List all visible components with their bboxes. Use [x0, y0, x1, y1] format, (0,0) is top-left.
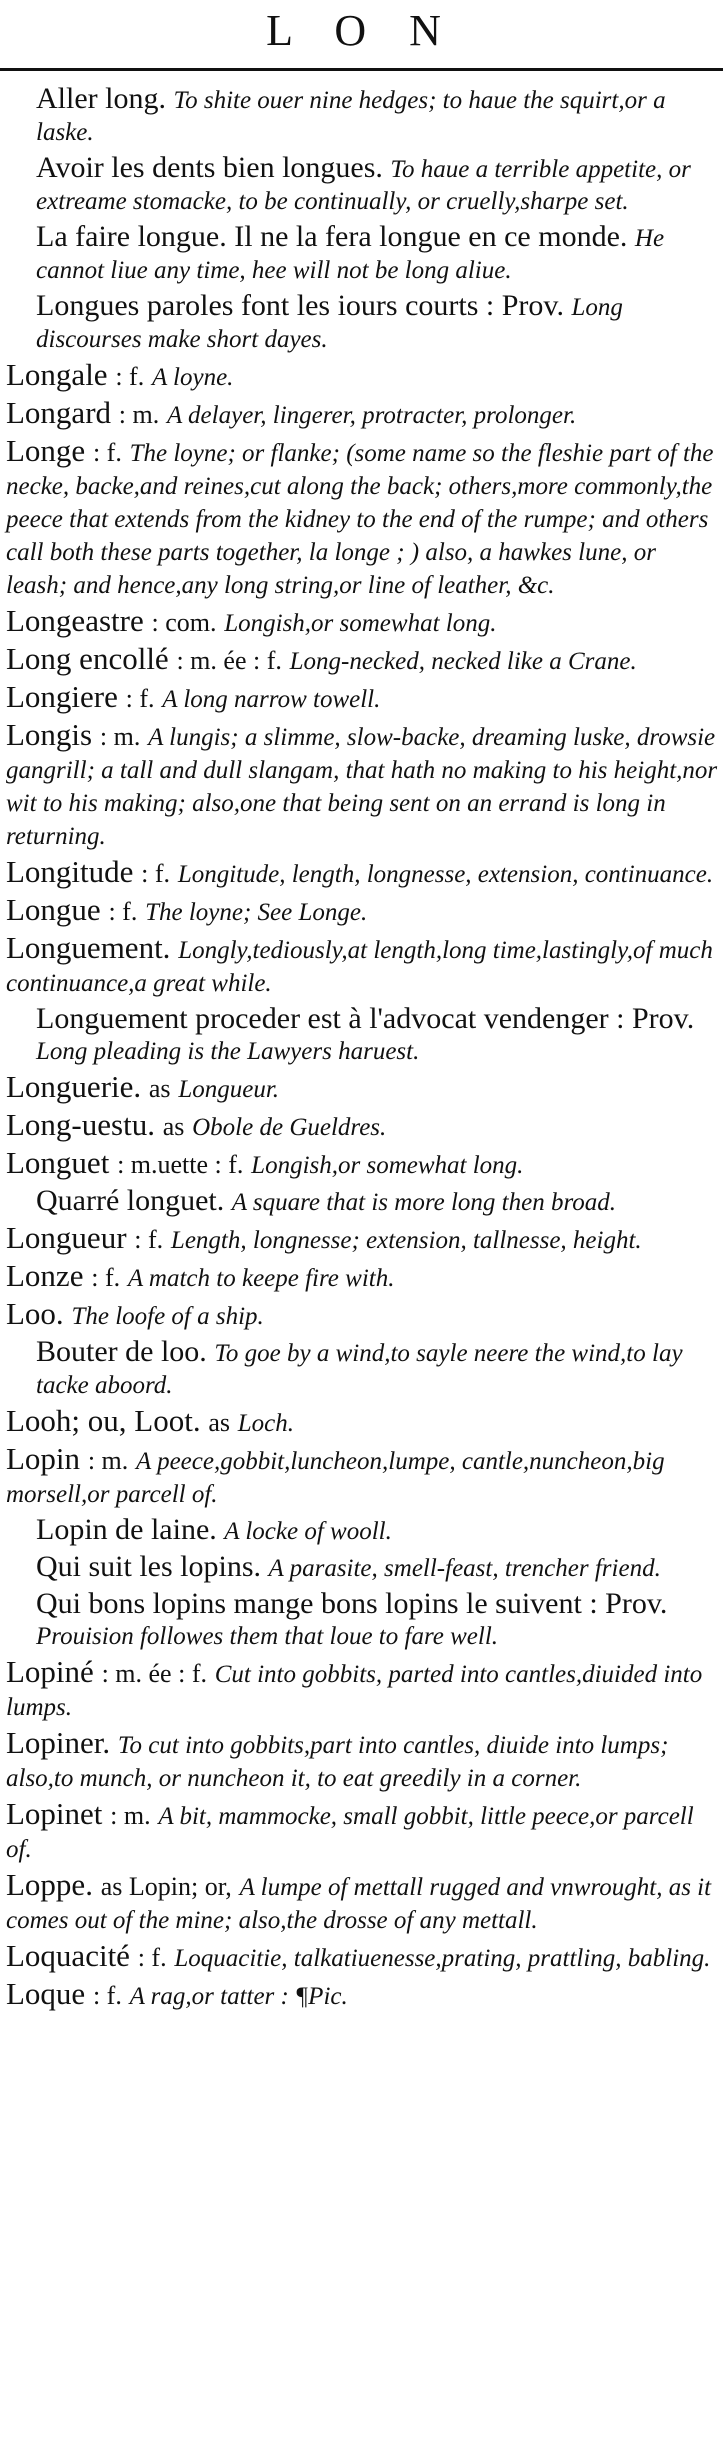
headword: Longeastre [6, 603, 144, 638]
definition: Prouision followes them that loue to fare well. [36, 1623, 499, 1650]
definition: Long pleading is the Lawyers haruest. [36, 1038, 420, 1065]
definition: A locke of wooll. [224, 1518, 392, 1545]
headword: Longale [6, 357, 108, 392]
headword: Long encollé [6, 641, 169, 676]
page-header: L O N [266, 6, 457, 55]
entry-looh [6, 1403, 718, 1439]
headword: Longis [6, 717, 93, 752]
headword: Lopiner. [6, 1725, 111, 1760]
grammar-note: : f. [137, 1943, 167, 1972]
headword: Lopin de laine. [36, 1513, 217, 1546]
entry-longard [6, 395, 718, 431]
headword: La faire longue. Il ne la fera longue en ce monde. [36, 220, 628, 253]
headword: Looh; ou, Loot. [6, 1403, 201, 1438]
definition: Longly,tediously,at length,long time,lastingly,of much continuance,a great while. [6, 937, 713, 997]
entry-longues-paroles [36, 291, 718, 355]
definition: Cut into gobbits, parted into cantles,diuided into lumps. [6, 1661, 703, 1721]
entry-qui-suit-les-lopins [36, 1552, 718, 1584]
entry-la-faire-longue [36, 222, 718, 286]
grammar-note: : m. [110, 1801, 151, 1830]
entry-longuement [6, 930, 718, 999]
headword: Lopinet [6, 1796, 103, 1831]
entry-lopine [6, 1654, 718, 1723]
headword: Long-uestu. [6, 1107, 155, 1142]
definition: Loch. [237, 1410, 295, 1437]
entry-long-uestu [6, 1107, 718, 1143]
grammar-note: : f. [92, 438, 122, 467]
definition: A loyne. [151, 364, 234, 391]
entry-longuerie [6, 1069, 718, 1105]
entry-avoir-dents [36, 153, 718, 217]
grammar-note: : m. [99, 722, 141, 751]
headword: Longuement. [6, 930, 171, 965]
definition: A lungis; a slimme, slow-backe, dreaming luske, drowsie gangrill; a tall and dull slangam, that hath no making to his height,nor wit to his making; also,one that being sent on an errand is long in returning. [6, 724, 718, 850]
headword: Lonze [6, 1258, 84, 1293]
grammar-note: : f. [115, 362, 145, 391]
headword: Longuerie. [6, 1069, 142, 1104]
definition: To cut into gobbits,part into cantles, diuide into lumps; also,to munch, or nuncheon it, to eat greedily in a corner. [6, 1732, 669, 1792]
definition: Longitude, length, longnesse, extension, continuance. [177, 861, 714, 888]
entry-qui-bons-lopins [36, 1589, 718, 1652]
entry-bouter-de-loo [36, 1337, 718, 1401]
definition: To goe by a wind,to sayle neere the wind,to lay tacke aboord. [36, 1340, 683, 1399]
headword: Longard [6, 395, 112, 430]
grammar-note: : f. [134, 1225, 164, 1254]
entry-aller-long [36, 84, 718, 148]
definition: A parasite, smell-feast, trencher friend. [268, 1555, 661, 1582]
grammar-note: : m. ée : f. [176, 646, 282, 675]
definition: A long narrow towell. [162, 686, 381, 713]
headword: Longuement proceder est à l'advocat vendenger : Prov. [36, 1002, 695, 1035]
headword: Longitude [6, 854, 134, 889]
entry-loo [6, 1296, 718, 1332]
headword: Longe [6, 433, 86, 468]
grammar-note: : m. [118, 400, 160, 429]
headword: Avoir les dents bien longues. [36, 151, 383, 184]
headword: Lopin [6, 1441, 81, 1476]
definition: A lumpe of mettall rugged and vnwrought, as it comes out of the mine; also,the drosse of any mettall. [6, 1874, 712, 1934]
entry-longuement-proceder [36, 1004, 718, 1067]
headword: Quarré longuet. [36, 1184, 225, 1217]
definition: Obole de Gueldres. [192, 1114, 387, 1141]
grammar-note: : f. [108, 897, 138, 926]
entry-long-encolle [6, 641, 718, 677]
definition: Loquacitie, talkatiuenesse,prating, prattling, babling. [174, 1945, 711, 1972]
grammar-note: : f. [141, 859, 171, 888]
entry-lopin [6, 1441, 718, 1510]
grammar-note: as Lopin; or, [100, 1872, 232, 1901]
headword: Aller long. [36, 82, 166, 115]
headword: Longuet [6, 1145, 110, 1180]
entry-longale [6, 357, 718, 393]
headword: Longiere [6, 679, 118, 714]
definition: A delayer, lingerer, protracter, prolonger. [166, 402, 577, 429]
definition: A bit, mammocke, small gobbit, little peece,or parcell of. [6, 1803, 694, 1863]
entry-longitude [6, 854, 718, 890]
headword: Qui bons lopins mange bons lopins le suivent : Prov. [36, 1587, 668, 1620]
definition: Longueur. [178, 1076, 280, 1103]
grammar-note: : f. [91, 1263, 121, 1292]
definition: The loyne; See Longe. [145, 899, 368, 926]
entry-longuet [6, 1145, 718, 1181]
grammar-note: as [208, 1408, 231, 1437]
entry-list [6, 84, 718, 2017]
entry-longis [6, 717, 718, 852]
headword: Bouter de loo. [36, 1335, 207, 1368]
entry-lopinet [6, 1796, 718, 1865]
grammar-note: : com. [151, 608, 217, 637]
headword: Loo. [6, 1296, 64, 1331]
headword: Longueur [6, 1220, 127, 1255]
entry-longe [6, 433, 718, 601]
definition: The loyne; or flanke; (some name so the fleshie part of the necke, backe,and reines,cut along the back; others,more commonly,the peece that extends from the kidney to the end of the rumpe; and others call both these parts together, la longe ; ) also, a hawkes lune, or leash; and hence,any long string,or line of leather, &c. [6, 440, 714, 599]
entry-lopin-de-laine [36, 1515, 718, 1547]
grammar-note: : f. [92, 1981, 122, 2010]
headword: Lopiné [6, 1654, 94, 1689]
definition: Longish,or somewhat long. [251, 1152, 524, 1179]
grammar-note: : m. [87, 1446, 129, 1475]
definition: A match to keepe fire with. [127, 1265, 395, 1292]
definition: A peece,gobbit,luncheon,lumpe, cantle,nuncheon,big morsell,or parcell of. [6, 1448, 665, 1508]
definition: Length, longnesse; extension, tallnesse, height. [170, 1227, 642, 1254]
definition: The loofe of a ship. [71, 1303, 264, 1330]
entry-loquacite [6, 1938, 718, 1974]
headword: Longue [6, 892, 101, 927]
entry-loque [6, 1976, 718, 2012]
entry-lopiner [6, 1725, 718, 1794]
entry-longue [6, 892, 718, 928]
entry-longeastre [6, 603, 718, 639]
grammar-note: : f. [125, 684, 155, 713]
entry-loppe [6, 1867, 718, 1936]
entry-longiere [6, 679, 718, 715]
entry-quarre-longuet [36, 1186, 718, 1218]
entry-lonze [6, 1258, 718, 1294]
definition: Long discourses make short dayes. [36, 294, 623, 353]
definition: A square that is more long then broad. [231, 1189, 617, 1216]
headword: Qui suit les lopins. [36, 1550, 262, 1583]
headword: Loppe. [6, 1867, 93, 1902]
entry-longueur [6, 1220, 718, 1256]
definition: To shite ouer nine hedges; to haue the squirt,or a laske. [36, 87, 666, 146]
headword: Loque [6, 1976, 86, 2011]
grammar-note: : m. ée : f. [101, 1659, 207, 1688]
grammar-note: as [148, 1074, 171, 1103]
definition: A rag,or tatter : ¶Pic. [129, 1983, 348, 2010]
headword: Loquacité [6, 1938, 130, 1973]
header-rule [0, 68, 723, 71]
grammar-note: : m.uette : f. [117, 1150, 244, 1179]
headword: Longues paroles font les iours courts : Prov. [36, 289, 564, 322]
grammar-note: as [162, 1112, 185, 1141]
definition: Long-necked, necked like a Crane. [289, 648, 637, 675]
definition: Longish,or somewhat long. [224, 610, 497, 637]
definition: He cannot liue any time, hee will not be long aliue. [36, 225, 665, 284]
definition: To haue a terrible appetite, or extreame stomacke, to be continually, or cruelly,sharpe set. [36, 156, 691, 215]
